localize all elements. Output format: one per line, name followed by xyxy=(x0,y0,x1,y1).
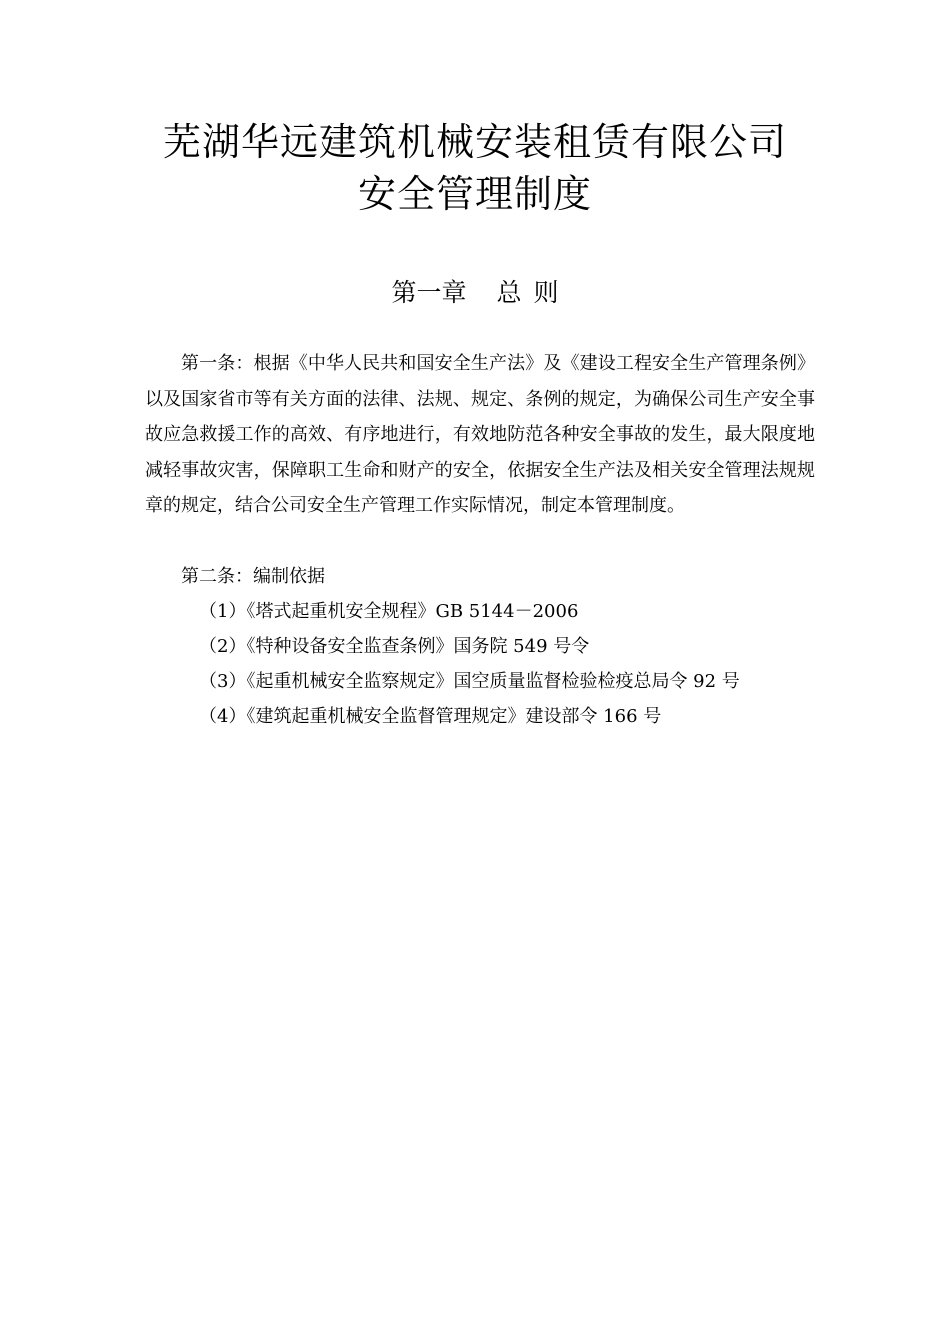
chapter-heading xyxy=(0,277,950,309)
chapter-title-word-2: 则 xyxy=(533,278,559,307)
chapter-title-word-1: 总 xyxy=(496,278,522,307)
document-title-line-2: 安全管理制度 xyxy=(357,172,592,216)
basis-item: （3）《起重机械安全监察规定》国空质量监督检验检疫总局令 92 号 xyxy=(199,671,740,692)
chapter-number: 第一章 xyxy=(391,278,467,307)
document-title-line-1: 芜湖华远建筑机械安装租赁有限公司 xyxy=(162,120,787,164)
article-1-paragraph: 第一条：根据《中华人民共和国安全生产法》及《建设工程安全生产管理条例》以及国家省市等有关方面的法律、法规、规定、条例的规定，为确保公司生产安全事故应急救援工作的高效、有序地进行，有效地防范各种安全事故的发生，最大限度地减轻事故灾害，保障职工生命和财产的安全，依据安全生产法及相关安全管理法规规章的规定，结合公司安全生产管理工作实际情况，制定本管理制度。 xyxy=(145,353,815,516)
article-2-heading: 第二条：编制依据 xyxy=(181,566,325,587)
basis-item: （2）《特种设备安全监查条例》国务院 549 号令 xyxy=(199,636,590,657)
basis-item: （1）《塔式起重机安全规程》GB 5144－2006 xyxy=(199,601,579,622)
basis-item: （4）《建筑起重机械安全监督管理规定》建设部令 166 号 xyxy=(199,706,662,727)
